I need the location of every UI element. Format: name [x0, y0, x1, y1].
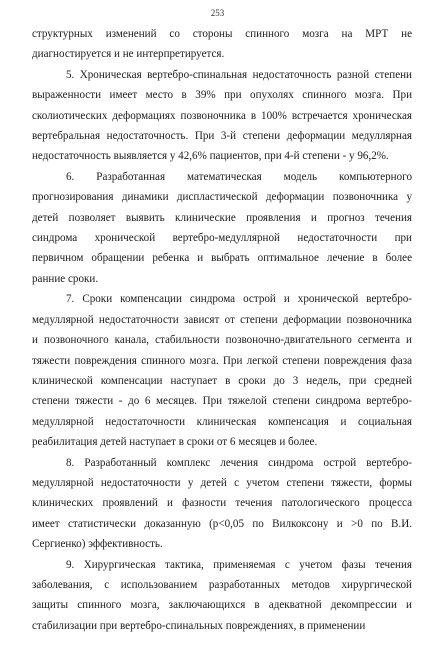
text-line: 5. Хроническая вертебро-спинальная недостаточность разной степени	[66, 68, 412, 81]
text-line: первичном обращении ребенка и выбрать оптимальное лечение в более	[32, 252, 412, 265]
text-line: медуллярной недостаточности клиническая компенсация и социальная	[32, 415, 412, 428]
text-line: ранние сроки.	[32, 272, 99, 285]
text-line: степени тяжести - до 6 месяцев. При тяжелой степени синдрома вертебро-	[32, 395, 412, 408]
page-body	[32, 24, 412, 636]
paragraph-p8	[32, 453, 412, 555]
text-line: 9. Хирургическая тактика, применяемая с учетом фазы течения	[66, 558, 412, 571]
text-line: сколиотических деформациях позвоночника в 100% встречается хроническая	[32, 109, 412, 122]
paragraph-p5	[32, 65, 412, 167]
text-line: структурных изменений со стороны спинного мозга на МРТ не	[32, 28, 412, 40]
text-line: недостаточность выявляется у 42,6% пациентов, при 4-й степени - у 96,2%.	[32, 150, 389, 163]
paragraph-p6	[32, 167, 412, 289]
text-line: медуллярной недостаточности у детей с учетом степени тяжести, формы	[32, 476, 412, 489]
text-line: 6. Разработанная математическая модель компьютерного	[66, 170, 412, 183]
text-line: детей позволяет выявить клинические проявления и прогноз течения	[32, 211, 412, 224]
text-line: заболевания, с использованием разработанных методов хирургической	[32, 578, 412, 591]
text-line: вертебральная недостаточность. При 3-й степени деформации медуллярная	[32, 130, 412, 143]
text-line: реабилитация детей наступает в сроки от 6 месяцев и более.	[32, 436, 318, 449]
text-line: и позвоночного канала, стабильности позвоночно-двигательного сегмента и	[32, 334, 412, 347]
text-line: клинической компенсации наступает в сроки до 3 недель, при средней	[32, 374, 412, 387]
page-number: 253	[210, 8, 225, 18]
paragraph-p9	[32, 555, 412, 637]
text-line: 7. Сроки компенсации синдрома острой и хронической вертебро-	[66, 293, 412, 306]
text-line: диагностируется и не интерпретируется.	[32, 48, 225, 61]
text-line: 8. Разработанный комплекс лечения синдрома острой вертебро-	[66, 456, 412, 469]
text-line: стабилизации при вертебро-спинальных повреждениях, в применении	[32, 619, 366, 632]
text-line: тяжести повреждения спинного мозга. При легкой степени повреждения фаза	[32, 354, 412, 367]
text-line: клинических проявлений и фазности течения патологического процесса	[32, 497, 412, 510]
text-line: прогнозирования динамики диспластической деформации позвоночника у	[32, 191, 412, 204]
text-line: медуллярной недостаточности зависят от степени деформации позвоночника	[32, 313, 412, 326]
text-line: защиты спинного мозга, заключающихся в адекватной декомпрессии и	[32, 599, 412, 612]
text-line: имеет статистически доказанную (p<0,05 по Вилкоксону и >0 по В.И.	[32, 517, 412, 530]
paragraph-p7	[32, 289, 412, 452]
text-line: синдрома хронической вертебро-медуллярной недостаточности при	[32, 232, 412, 245]
text-line: Сергиенко) эффективность.	[32, 538, 163, 551]
text-line: выраженности имеет место в 39% при опухолях спинного мозга. При	[32, 89, 412, 102]
paragraph-p0	[32, 24, 412, 65]
